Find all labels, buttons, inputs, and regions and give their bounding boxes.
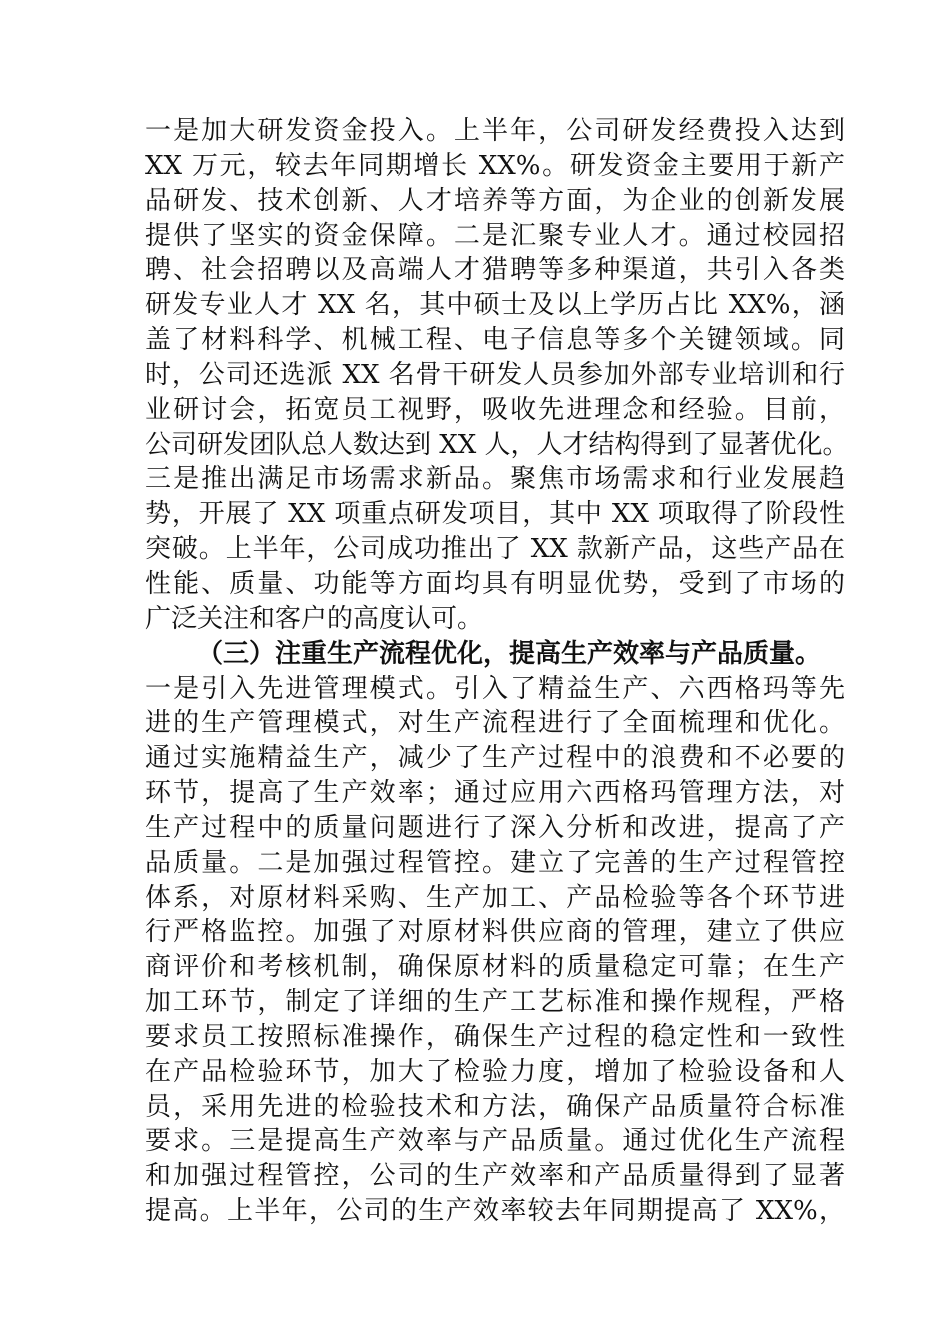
text-line: 体系，对原材料采购、生产加工、产品检验等各个环节进 — [145, 882, 845, 913]
text-line: 环节，提高了生产效率；通过应用六西格玛管理方法，对 — [145, 778, 845, 809]
text-line: 一是加大研发资金投入。上半年，公司研发经费投入达到 — [145, 116, 845, 146]
text-line: 广泛关注和客户的高度认可。 — [145, 603, 484, 634]
text-line: 商评价和考核机制，确保原材料的质量稳定可靠；在生产 — [145, 952, 845, 983]
text-line: 品质量。二是加强过程管控。建立了完善的生产过程管控 — [145, 847, 845, 878]
text-line: 加工环节，制定了详细的生产工艺标准和操作规程，严格 — [145, 987, 845, 1018]
text-line: 三是推出满足市场需求新品。聚焦市场需求和行业发展趋 — [145, 464, 845, 495]
section-heading: （三）注重生产流程优化，提高生产效率与产品质量。 — [197, 638, 822, 669]
text-line: 公司研发团队总人数达到 XX 人，人才结构得到了显著优化。 — [145, 429, 849, 460]
text-line: 行严格监控。加强了对原材料供应商的管理，建立了供应 — [145, 917, 845, 948]
text-line: 聘、社会招聘以及高端人才猎聘等多种渠道，共引入各类 — [145, 255, 845, 286]
text-line: 时，公司还选派 XX 名骨干研发人员参加外部专业培训和行 — [145, 359, 845, 390]
text-line: 在产品检验环节，加大了检验力度，增加了检验设备和人 — [145, 1056, 845, 1087]
text-line: 业研讨会，拓宽员工视野，吸收先进理念和经验。目前， — [145, 394, 845, 425]
text-line: 势，开展了 XX 项重点研发项目，其中 XX 项取得了阶段性 — [145, 499, 845, 530]
text-line: 突破。上半年，公司成功推出了 XX 款新产品，这些产品在 — [145, 534, 845, 565]
text-line: 一是引入先进管理模式。引入了精益生产、六西格玛等先 — [145, 673, 845, 704]
text-line: 要求。三是提高生产效率与产品质量。通过优化生产流程 — [145, 1126, 845, 1157]
text-line: 要求员工按照标准操作，确保生产过程的稳定性和一致性 — [145, 1021, 845, 1052]
text-line: 研发专业人才 XX 名，其中硕士及以上学历占比 XX%，涵 — [145, 290, 845, 321]
text-line: XX 万元，较去年同期增长 XX%。研发资金主要用于新产 — [145, 150, 845, 181]
text-line: 生产过程中的质量问题进行了深入分析和改进，提高了产 — [145, 812, 845, 843]
text-line: 性能、质量、功能等方面均具有明显优势，受到了市场的 — [145, 568, 845, 599]
text-line: 进的生产管理模式，对生产流程进行了全面梳理和优化。 — [145, 708, 845, 739]
text-line: 提高。上半年，公司的生产效率较去年同期提高了 XX%， — [145, 1196, 845, 1227]
text-line: 员，采用先进的检验技术和方法，确保产品质量符合标准 — [145, 1091, 845, 1122]
text-line: 通过实施精益生产，减少了生产过程中的浪费和不必要的 — [145, 743, 845, 774]
body-text — [145, 114, 849, 1229]
text-line: 盖了材料科学、机械工程、电子信息等多个关键领域。同 — [145, 325, 845, 356]
text-line: 和加强过程管控，公司的生产效率和产品质量得到了显著 — [145, 1161, 845, 1192]
text-line: 提供了坚实的资金保障。二是汇聚专业人才。通过校园招 — [145, 220, 845, 251]
text-line: 品研发、技术创新、人才培养等方面，为企业的创新发展 — [145, 185, 845, 216]
